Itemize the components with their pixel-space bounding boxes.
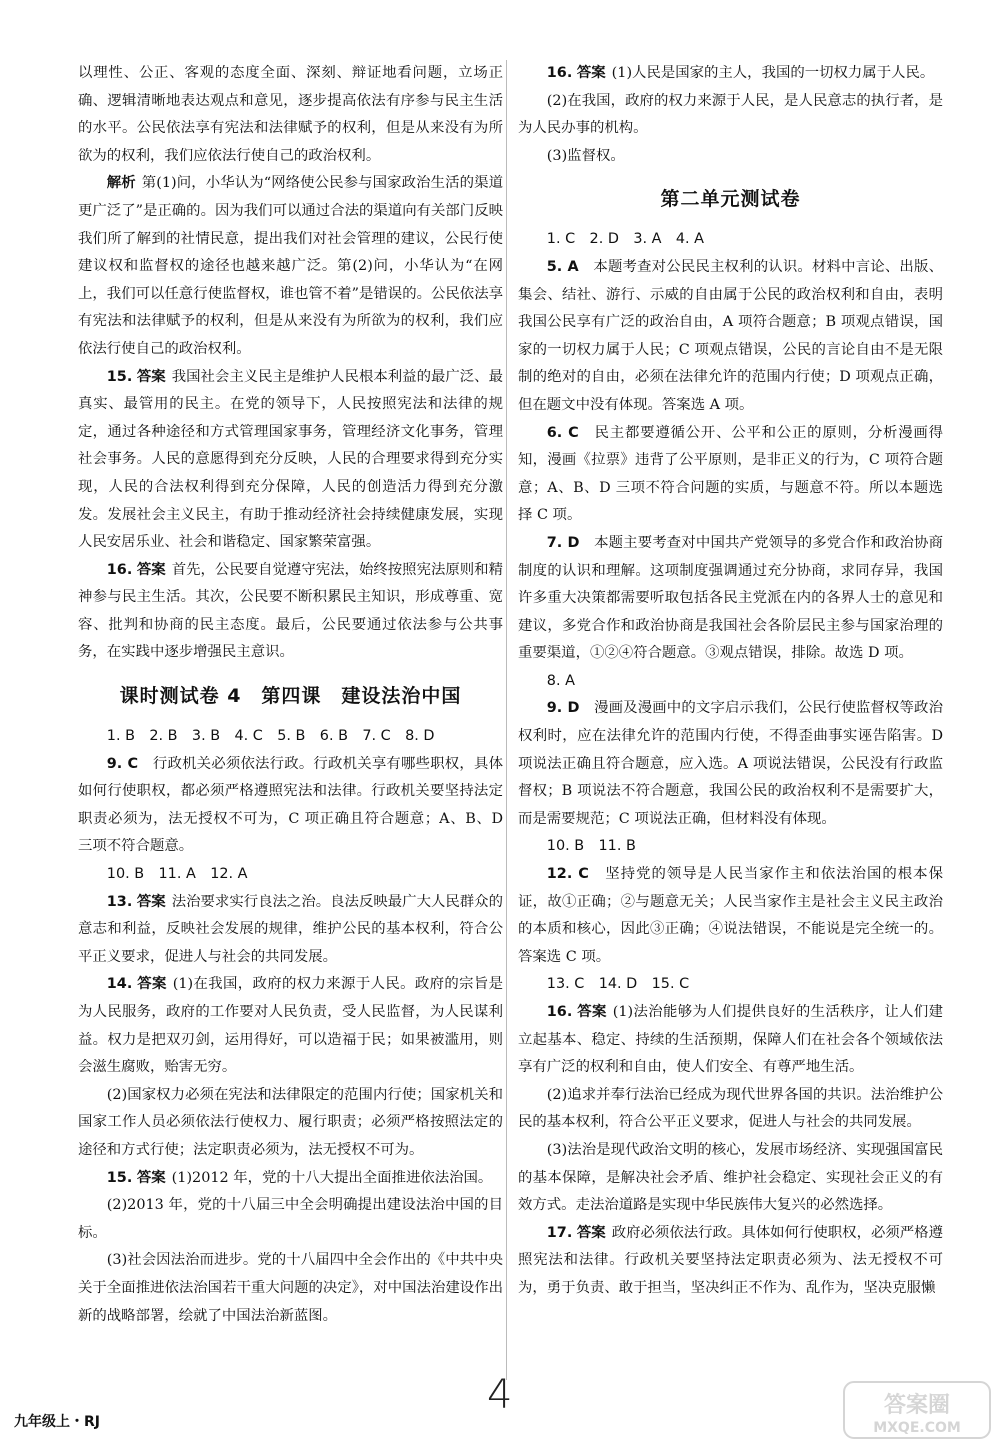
answer-text: 政府必须依法行政。具体如何行使职权，必须严格遵照宪法和法律。行政机关要坚持法定职责必须为、法无授权不可为，勇于负责、敢于担当，坚决纠正不作为、乱作为，坚决克服懒 [518, 1224, 943, 1296]
answer-text: (1)2012 年，党的十八大提出全面推进依法治国。 [171, 1169, 493, 1186]
answer-text: (2)2013 年，党的十八届三中全会明确提出建设法治中国的目标。 [78, 1197, 503, 1241]
page-number: 4 [487, 1372, 513, 1418]
answer-text: (3)社会因法治而进步。党的十八届四中全会作出的《中共中央关于全面推进依法治国若干重大问题的决定》，对中国法治建设作出新的战略部署，绘就了中国法治新蓝图。 [78, 1252, 503, 1324]
answer-label: 答案 [576, 1224, 606, 1241]
analysis-label: 解析 [106, 175, 136, 192]
section-title: 第二单元测试卷 [660, 188, 801, 211]
answer-16b [518, 999, 943, 1082]
answer-text: 民主都要遵循公开、公平和公正的原则，分析漫画得知，漫画《拉票》违背了公平原则，是非正义的行为，C 项符合题意；A、B、D 三项不符合问题的实质，与题意不符。所以本题选择 C 项。 [518, 424, 943, 524]
question-number: 12. C [546, 866, 589, 883]
question-number: 13. [106, 893, 133, 910]
question-number: 7. D [546, 534, 580, 551]
answer-label: 答案 [577, 1004, 607, 1020]
answer-text: (2)国家权力必须在宪法和法律限定的范围内行使；国家机关和国家工作人员必须依法行使权力、履行职责；必须严格按照法定的途径和方式行使；法定职责必须为，法无授权不可为。 [78, 1086, 503, 1158]
question-number: 6. C [546, 424, 579, 441]
answer-17 [518, 1220, 943, 1303]
analysis-paragraph [78, 170, 503, 363]
paragraph: 以理性、公正、客观的态度全面、深刻、辩证地看问题，立场正确、逻辑清晰地表达观点和意见，逐步提高依法有序参与民主生活的水平。公民依法享有宪法和法律赋予的权利，但是从来没有为所欲为的权利，我们应依法行使自己的政治权利。 [78, 65, 503, 164]
question-number: 14. [106, 976, 133, 993]
answer-text: 行政机关必须依法行政。行政机关享有哪些职权，具体如何行使职权，都必须严格遵照宪法和法律。行政机关要坚持法定职责必须为，法无授权不可为，C 项正确且符合题意；A、B、D 三项不符合题意。 [78, 755, 503, 855]
left-column [78, 60, 503, 1330]
answer-label: 答案 [136, 368, 166, 385]
answer-13 [78, 889, 503, 972]
answer-text: (3)法治是现代政治文明的核心，发展市场经济、实现强国富民的基本保障，是解决社会矛盾、维护社会稳定、实现社会正义的有效方式。走法治道路是实现中华民族伟大复兴的必然选择。 [518, 1141, 943, 1214]
answer-9 [518, 695, 943, 833]
answer-label: 答案 [136, 561, 166, 578]
question-number: 17. [546, 1224, 573, 1241]
answer-text: (1)人民是国家的主人，我国的一切权力属于人民。 [611, 65, 935, 81]
answer-16 [518, 60, 943, 88]
answer-text: 本题考查对公民民主权利的认识。材料中言论、出版、集会、结社、游行、示威的自由属于公民的政治权利和自由，表明我国公民享有广泛的政治自由，A 项符合题意；B 项观点错误，国家的一切权力属于人民；C 项观点错误，公民的言论自由不是无限制的绝对的自由，必须在法律允许的范围内行使；D 项观点正确，但在题文中没有体现。答案选 A 项。 [518, 258, 943, 413]
answer-label: 答案 [136, 893, 166, 910]
analysis-text: 第(1)问，小华认为“网络使公民参与国家政治生活的渠道更广泛了”是正确的。因为我们可以通过合法的渠道向有关部门反映我们所了解到的社情民意，提出我们对社会管理的建议，公民行使建议权和监督权的途径也越来越广泛。第(2)问，小华认为“在网上，我们可以任意行使监督权，谁也管不着”是错误的。公民依法享有宪法和法律赋予的权利，但是从来没有为所欲为的权利，我们应依法行使自己的政治权利。 [78, 175, 503, 357]
mc-answers: 10. B 11. B [546, 838, 636, 855]
mc-answers: 8. A [546, 672, 575, 689]
question-number: 16. [546, 1004, 573, 1020]
answer-text: (3)监督权。 [546, 147, 625, 164]
answer-text: 漫画及漫画中的文字启示我们，公民行使监督权等政治权利时，应在法律允许的范围内行使，不得歪曲事实诬告陷害。D 项说法正确且符合题意，应入选。A 项说法错误，公民没有行政监督权；B 项说法不符合题意，我国公民的政治权利不是需要扩大，而是需要规范；C 项说法正确，但材料没有体现。 [518, 700, 943, 827]
answer-text: (2)在我国，政府的权力来源于人民，是人民意志的执行者，是为人民办事的机构。 [518, 92, 943, 137]
mc-answers: 1. B 2. B 3. B 4. C 5. B 6. B 7. C 8. D [106, 728, 435, 745]
answer-text: (1)法治能够为人们提供良好的生活秩序，让人们建立起基本、稳定、持续的生活预期，保障人们在社会各个领域依法享有广泛的权利和自由，使人们安全、有尊严地生活。 [518, 1004, 943, 1076]
answer-6 [518, 420, 943, 530]
question-number: 5. A [546, 258, 579, 275]
question-number: 15. [106, 368, 133, 385]
answer-9 [78, 751, 503, 861]
watermark-text: 答案圈 [883, 1393, 951, 1418]
answer-text: 我国社会主义民主是维护人民根本利益的最广泛、最真实、最管用的民主。在党的领导下，人民按照宪法和法律的规定，通过各种途径和方式管理国家事务，管理经济文化事务，管理社会事务。人民的意愿得到充分反映，人民的合理要求得到充分实现，人民的合法权利得到充分保障，人民的创造活力得到充分激发。发展社会主义民主，有助于推动经济社会持续健康发展，实现人民安居乐业、社会和谐稳定、国家繁荣富强。 [78, 368, 503, 551]
answer-label: 答案 [137, 976, 167, 993]
answer-12 [518, 861, 943, 971]
answer-text: (1)在我国，政府的权力来源于人民。政府的宗旨是为人民服务，政府的工作要对人民负责，受人民监督，为人民谋利益。权力是把双刃剑，运用得好，可以造福于民；如果被滥用，则会滋生腐败，贻害无穷。 [78, 976, 503, 1076]
answer-text: (2)追求并奉行法治已经成为现代世界各国的共识。法治维护公民的基本权利，符合公平正义要求，促进人与社会的共同发展。 [518, 1086, 943, 1131]
answer-15 [78, 364, 503, 557]
mc-answers: 1. C 2. D 3. A 4. A [546, 231, 705, 248]
answer-text: 坚持党的领导是人民当家作主和依法治国的根本保证，故①正确；②与题意无关；人民当家作主是社会主义民主政治的本质和核心，因此③正确；④说法错误，不能说是完全统一的。答案选 C 项。 [518, 866, 943, 965]
answer-label: 答案 [576, 65, 606, 81]
question-number: 16. [106, 561, 133, 578]
question-number: 9. D [546, 700, 580, 717]
answer-15b [78, 1165, 503, 1193]
answer-text: 法治要求实行良法之治。良法反映最广大人民群众的意志和利益，反映社会发展的规律，维护公民的基本权利，符合公平正义要求，促进人与社会的共同发展。 [78, 893, 503, 965]
mc-answers: 13. C 14. D 15. C [546, 976, 690, 993]
answer-7 [518, 530, 943, 668]
answer-5 [518, 254, 943, 420]
answer-text: 首先，公民要自觉遵守宪法，始终按照宪法原则和精神参与民主生活。其次，公民要不断积累民主知识，形成尊重、宽容、批判和协商的民主态度。最后，公民要通过依法参与公共事务，在实践中逐步增强民主意识。 [78, 561, 503, 661]
answer-16 [78, 557, 503, 667]
grade-footer: 九年级上・RJ [14, 1414, 100, 1430]
mc-answers: 10. B 11. A 12. A [106, 866, 248, 883]
answer-text: 本题主要考查对中国共产党领导的多党合作和政治协商制度的认识和理解。这项制度强调通过充分协商，求同存异，我国许多重大决策都需要听取包括各民主党派在内的各界人士的意见和建议，多党合作和政治协商是我国社会各阶层民主参与国家治理的重要渠道，①②④符合题意。③观点错误，排除。故选 D 项。 [518, 534, 943, 662]
watermark-url: MXQE.COM [873, 1420, 961, 1436]
column-divider [506, 60, 507, 1380]
section-title: 课时测试卷 4 第四课 建设法治中国 [119, 685, 462, 708]
answer-14 [78, 971, 503, 1081]
answer-label: 答案 [136, 1169, 166, 1186]
question-number: 16. [546, 65, 573, 81]
question-number: 15. [106, 1169, 133, 1186]
watermark-logo [842, 1378, 992, 1442]
question-number: 9. C [106, 755, 139, 772]
right-column [518, 60, 943, 1303]
